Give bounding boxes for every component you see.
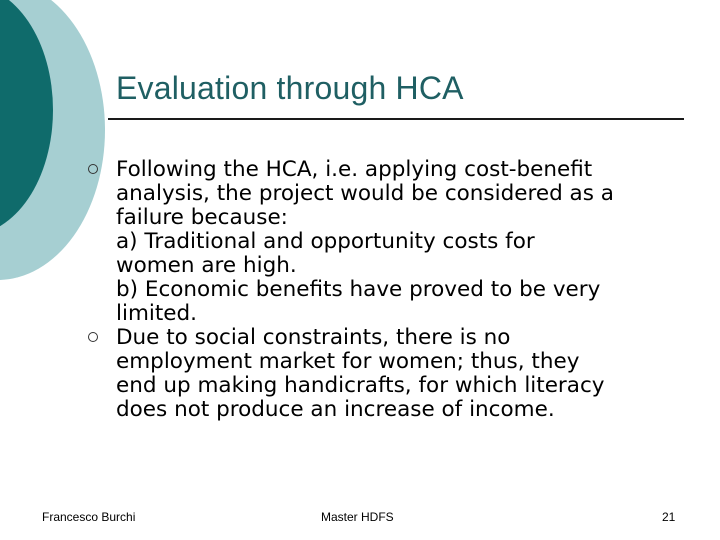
bullet-item-1 — [88, 158, 704, 326]
bullet-2-line-1: Due to social constraints, there is no — [116, 325, 511, 350]
bullet-1-line-2: analysis, the project would be considered as a — [116, 181, 614, 206]
bullet-1-line-4: a) Traditional and opportunity costs for — [116, 229, 535, 254]
bullet-list — [88, 158, 704, 422]
bullet-1-line-5: women are high. — [116, 253, 297, 278]
bullet-item-2 — [88, 326, 704, 422]
bullet-2-line-4: does not produce an increase of income. — [116, 397, 555, 422]
bullet-2-line-3: end up making handicrafts, for which literacy — [116, 373, 605, 398]
footer-author: Francesco Burchi — [42, 510, 136, 524]
bullet-1-line-7: limited. — [116, 301, 198, 326]
bullet-circle-icon — [88, 164, 98, 174]
bullet-circle-icon — [88, 332, 98, 342]
bullet-1-line-6: b) Economic benefits have proved to be very — [116, 277, 601, 302]
slide-title: Evaluation through HCA — [116, 70, 464, 106]
bullet-1-line-1: Following the HCA, i.e. applying cost-benefit — [116, 157, 593, 182]
page-number: 21 — [662, 510, 676, 524]
title-underline — [108, 118, 684, 120]
bullet-1-line-3: failure because: — [116, 205, 288, 230]
footer-course: Master HDFS — [321, 510, 394, 524]
bullet-2-line-2: employment market for women; thus, they — [116, 349, 580, 374]
